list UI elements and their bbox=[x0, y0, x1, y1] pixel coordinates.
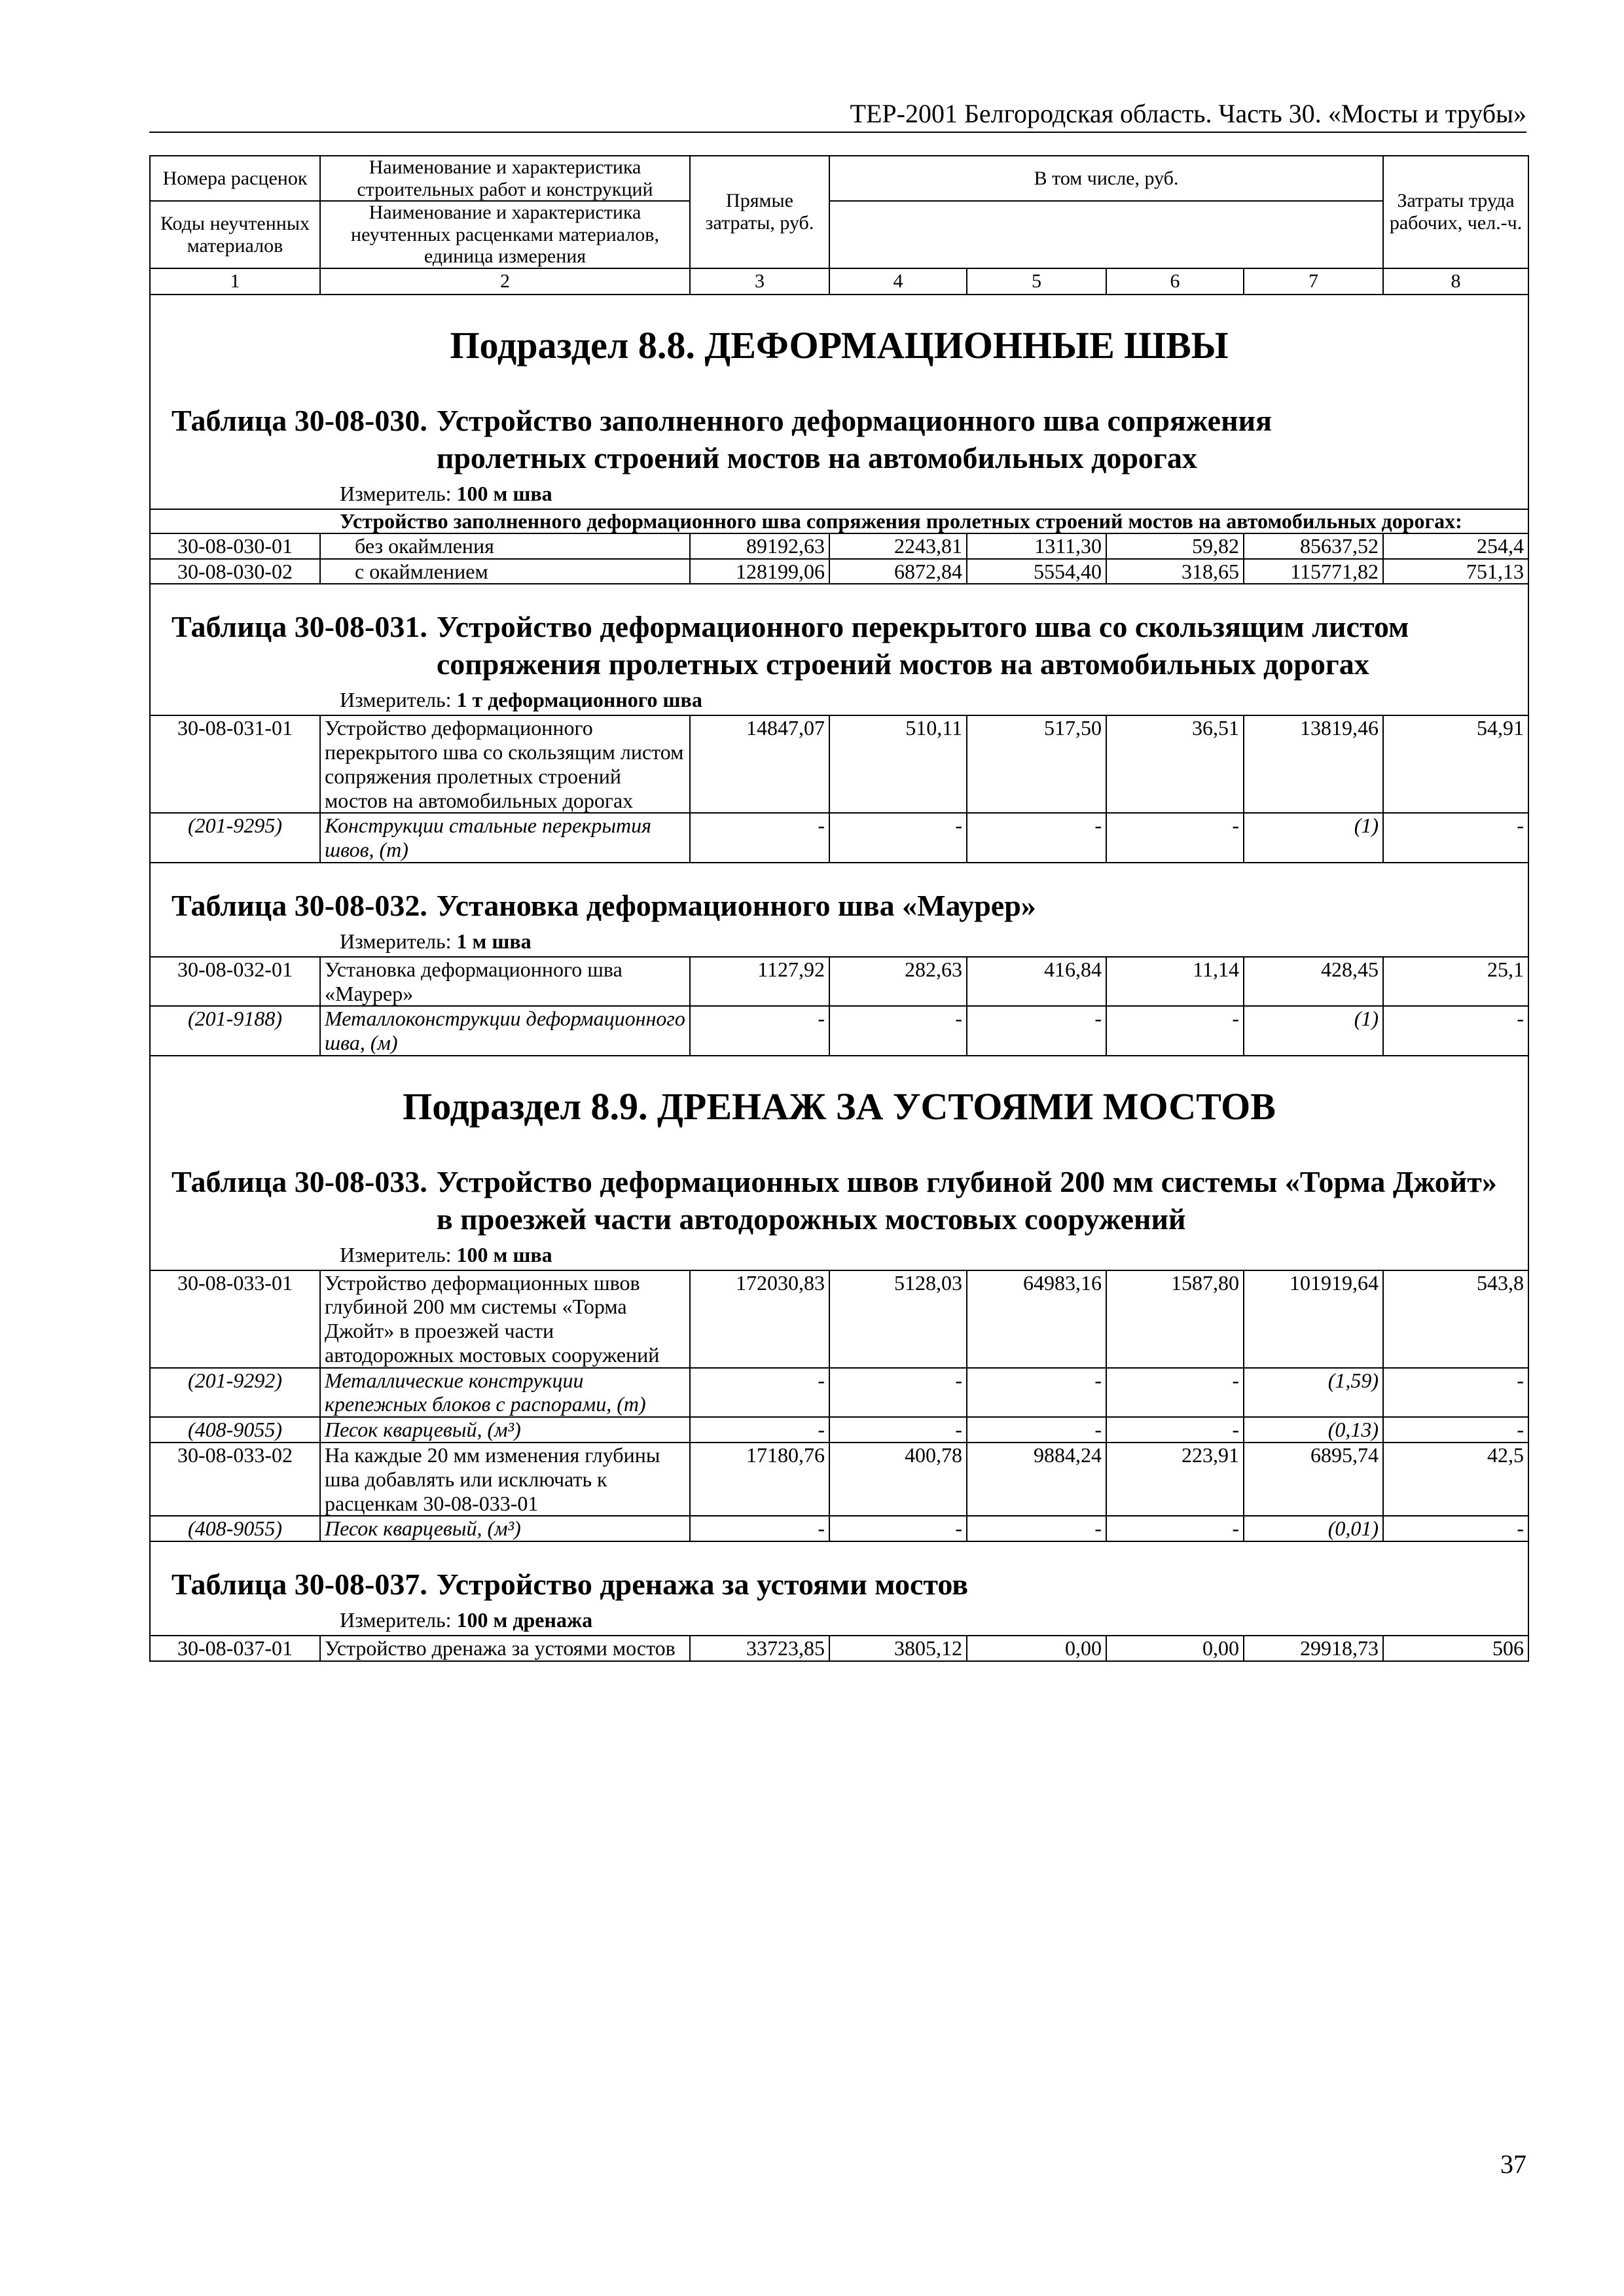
measure-unit bbox=[154, 683, 1524, 715]
group-title: Устройство заполненного деформационного шва сопряжения пролетных строений мостов на автомобильных дорогах: bbox=[320, 509, 1528, 533]
cell: 128199,06 bbox=[690, 559, 829, 584]
cell: - bbox=[1383, 1368, 1528, 1418]
cell: - bbox=[1106, 1368, 1244, 1418]
cell: - bbox=[967, 813, 1106, 863]
cell: (1) bbox=[1244, 1006, 1383, 1056]
section-title: Подраздел 8.8. ДЕФОРМАЦИОННЫЕ ШВЫ bbox=[450, 323, 1229, 367]
cell: - bbox=[1383, 1006, 1528, 1056]
cell: - bbox=[967, 1417, 1106, 1443]
col-head-incl: В том числе, руб. bbox=[829, 156, 1383, 201]
rate-code: 30-08-037-01 bbox=[150, 1636, 320, 1661]
table-caption: Устройство деформационного перекрытого шва со скользящим листом сопряжения пролетных строений мостов на автомобильных дорогах bbox=[436, 610, 1409, 681]
cell: 3805,12 bbox=[829, 1636, 967, 1661]
cell: - bbox=[690, 1368, 829, 1418]
material-name: Песок кварцевый, (м³) bbox=[320, 1417, 690, 1443]
cell: 115771,82 bbox=[1244, 559, 1383, 584]
running-header: ТЕР-2001 Белгородская область. Часть 30. «Мосты и трубы» bbox=[850, 99, 1526, 128]
table-row bbox=[150, 1636, 1528, 1661]
rate-name: Устройство деформационных швов глубиной 200 мм системы «Торма Джойт» в проезжей части автодорожных мостовых сооружений bbox=[320, 1270, 690, 1368]
table-row bbox=[150, 533, 1528, 559]
header-rule bbox=[149, 132, 1526, 133]
rate-name: Установка деформационного шва «Маурер» bbox=[320, 957, 690, 1007]
table-label: Таблица 30-08-030. bbox=[171, 403, 427, 437]
measure-value: 100 м дренажа bbox=[456, 1608, 593, 1632]
header-row bbox=[150, 156, 1528, 201]
col-head-3: Прямые затраты, руб. bbox=[690, 156, 829, 268]
cell: 416,84 bbox=[967, 957, 1106, 1007]
cell: 36,51 bbox=[1106, 715, 1244, 813]
cell: 89192,63 bbox=[690, 533, 829, 559]
cell: 1587,80 bbox=[1106, 1270, 1244, 1368]
table-title bbox=[154, 394, 1524, 476]
cell: - bbox=[1106, 1006, 1244, 1056]
cell: 25,1 bbox=[1383, 957, 1528, 1007]
table-row bbox=[150, 957, 1528, 1007]
measure-value: 100 м шва bbox=[456, 481, 552, 505]
material-code: (201-9295) bbox=[150, 813, 320, 863]
cell: 5554,40 bbox=[967, 559, 1106, 584]
material-row bbox=[150, 1368, 1528, 1418]
column-number-row bbox=[150, 268, 1528, 295]
cell: 101919,64 bbox=[1244, 1270, 1383, 1368]
cell: 14847,07 bbox=[690, 715, 829, 813]
table-label: Таблица 30-08-031. bbox=[171, 610, 427, 644]
cell: (0,13) bbox=[1244, 1417, 1383, 1443]
cell: 2243,81 bbox=[829, 533, 967, 559]
rate-name: с окаймлением bbox=[320, 559, 690, 584]
table-label: Таблица 30-08-037. bbox=[171, 1568, 427, 1602]
cell: - bbox=[1106, 1516, 1244, 1541]
rate-code: 30-08-033-02 bbox=[150, 1443, 320, 1516]
cell: 85637,52 bbox=[1244, 533, 1383, 559]
cell: - bbox=[829, 1368, 967, 1418]
cell: 517,50 bbox=[967, 715, 1106, 813]
cell: 13819,46 bbox=[1244, 715, 1383, 813]
cell: 254,4 bbox=[1383, 533, 1528, 559]
material-row bbox=[150, 813, 1528, 863]
measure-unit bbox=[154, 1603, 1524, 1635]
material-code: (201-9188) bbox=[150, 1006, 320, 1056]
rate-code: 30-08-030-02 bbox=[150, 559, 320, 584]
cell: 1127,92 bbox=[690, 957, 829, 1007]
col-num: 7 bbox=[1244, 268, 1383, 295]
cell: - bbox=[1383, 1516, 1528, 1541]
cell: 11,14 bbox=[1106, 957, 1244, 1007]
cell: (1) bbox=[1244, 813, 1383, 863]
rate-code: 30-08-033-01 bbox=[150, 1270, 320, 1368]
rate-name: Устройство дренажа за устоями мостов bbox=[320, 1636, 690, 1661]
cell: - bbox=[1383, 813, 1528, 863]
table-caption: Устройство заполненного деформационного шва сопряжения пролетных строений мостов на автомобильных дорогах bbox=[436, 403, 1272, 475]
cell: 9884,24 bbox=[967, 1443, 1106, 1516]
cell: 42,5 bbox=[1383, 1443, 1528, 1516]
cell: 29918,73 bbox=[1244, 1636, 1383, 1661]
material-row bbox=[150, 1417, 1528, 1443]
measure-unit bbox=[154, 924, 1524, 956]
cell: 54,91 bbox=[1383, 715, 1528, 813]
col-head-1-top: Номера расценок bbox=[150, 156, 320, 201]
cell: 543,8 bbox=[1383, 1270, 1528, 1368]
cell: 6872,84 bbox=[829, 559, 967, 584]
cell: 59,82 bbox=[1106, 533, 1244, 559]
table-title bbox=[154, 600, 1524, 683]
cell: 0,00 bbox=[967, 1636, 1106, 1661]
cell: - bbox=[829, 1006, 967, 1056]
cell: 17180,76 bbox=[690, 1443, 829, 1516]
cell: - bbox=[829, 1417, 967, 1443]
cell: - bbox=[967, 1006, 1106, 1056]
rate-code: 30-08-032-01 bbox=[150, 957, 320, 1007]
rate-name: На каждые 20 мм изменения глубины шва добавлять или исключать к расценкам 30-08-033-01 bbox=[320, 1443, 690, 1516]
table-caption: Установка деформационного шва «Маурер» bbox=[436, 888, 1036, 922]
col-head-8: Затраты труда рабочих, чел.-ч. bbox=[1383, 156, 1528, 268]
table-row bbox=[150, 715, 1528, 813]
group-header-row bbox=[150, 509, 1528, 533]
material-row bbox=[150, 1516, 1528, 1541]
col-num: 2 bbox=[320, 268, 690, 295]
rate-name: без окаймления bbox=[320, 533, 690, 559]
table-caption: Устройство деформационных швов глубиной 200 мм системы «Торма Джойт» в проезжей части автодорожных мостовых сооружений bbox=[436, 1164, 1497, 1236]
cell: 428,45 bbox=[1244, 957, 1383, 1007]
cell: - bbox=[967, 1368, 1106, 1418]
cell: 751,13 bbox=[1383, 559, 1528, 584]
cell: 64983,16 bbox=[967, 1270, 1106, 1368]
rate-code: 30-08-031-01 bbox=[150, 715, 320, 813]
col-num: 4 bbox=[829, 268, 967, 295]
measure-label: Измеритель: bbox=[340, 481, 452, 505]
col-head-2-top: Наименование и характеристика строительных работ и конструкций bbox=[320, 156, 690, 201]
cell: 318,65 bbox=[1106, 559, 1244, 584]
measure-label: Измеритель: bbox=[340, 929, 452, 953]
table-title bbox=[154, 879, 1524, 924]
cell: - bbox=[690, 813, 829, 863]
cell: 400,78 bbox=[829, 1443, 967, 1516]
cell: 282,63 bbox=[829, 957, 967, 1007]
cell: 6895,74 bbox=[1244, 1443, 1383, 1516]
measure-unit bbox=[154, 1238, 1524, 1270]
cell: 506 bbox=[1383, 1636, 1528, 1661]
cell: - bbox=[690, 1006, 829, 1056]
cell: - bbox=[1106, 1417, 1244, 1443]
rate-code: 30-08-030-01 bbox=[150, 533, 320, 559]
cell: (0,01) bbox=[1244, 1516, 1383, 1541]
col-num: 1 bbox=[150, 268, 320, 295]
table-caption: Устройство дренажа за устоями мостов bbox=[436, 1568, 969, 1602]
material-code: (408-9055) bbox=[150, 1417, 320, 1443]
cell: 33723,85 bbox=[690, 1636, 829, 1661]
col-head-2-bottom: Наименование и характеристика неучтенных расценками материалов, единица измерения bbox=[320, 201, 690, 268]
col-num: 3 bbox=[690, 268, 829, 295]
cell: 0,00 bbox=[1106, 1636, 1244, 1661]
table-label: Таблица 30-08-033. bbox=[171, 1164, 427, 1198]
measure-value: 100 м шва bbox=[456, 1242, 552, 1266]
col-head-1-bottom: Коды неучтенных материалов bbox=[150, 201, 320, 268]
table-row bbox=[150, 1270, 1528, 1368]
cell: 223,91 bbox=[1106, 1443, 1244, 1516]
rates-table bbox=[149, 155, 1529, 1662]
table-title bbox=[154, 1558, 1524, 1603]
table-row bbox=[150, 559, 1528, 584]
material-name: Песок кварцевый, (м³) bbox=[320, 1516, 690, 1541]
table-row bbox=[150, 1443, 1528, 1516]
cell: - bbox=[1106, 813, 1244, 863]
cell: 1311,30 bbox=[967, 533, 1106, 559]
col-num: 6 bbox=[1106, 268, 1244, 295]
material-row bbox=[150, 1006, 1528, 1056]
page-number: 37 bbox=[1500, 2149, 1526, 2179]
table-label: Таблица 30-08-032. bbox=[171, 888, 427, 922]
col-num: 5 bbox=[967, 268, 1106, 295]
material-name: Конструкции стальные перекрытия швов, (т) bbox=[320, 813, 690, 863]
cell: (1,59) bbox=[1244, 1368, 1383, 1418]
cell: 172030,83 bbox=[690, 1270, 829, 1368]
material-code: (201-9292) bbox=[150, 1368, 320, 1418]
measure-label: Измеритель: bbox=[340, 688, 452, 712]
material-name: Металлоконструкции деформационного шва, (м) bbox=[320, 1006, 690, 1056]
col-num: 8 bbox=[1383, 268, 1528, 295]
measure-unit bbox=[154, 476, 1524, 509]
cell: 5128,03 bbox=[829, 1270, 967, 1368]
material-code: (408-9055) bbox=[150, 1516, 320, 1541]
cell: - bbox=[829, 813, 967, 863]
rate-name: Устройство деформационного перекрытого шва со скользящим листом сопряжения пролетных строений мостов на автомобильных дорогах bbox=[320, 715, 690, 813]
measure-value: 1 т деформационного шва bbox=[456, 688, 702, 712]
cell: - bbox=[1383, 1417, 1528, 1443]
cell: 510,11 bbox=[829, 715, 967, 813]
section-title: Подраздел 8.9. ДРЕНАЖ ЗА УСТОЯМИ МОСТОВ bbox=[403, 1085, 1276, 1128]
cell: - bbox=[829, 1516, 967, 1541]
table-title bbox=[154, 1155, 1524, 1238]
cell: - bbox=[967, 1516, 1106, 1541]
cell: - bbox=[690, 1417, 829, 1443]
measure-value: 1 м шва bbox=[456, 929, 532, 953]
material-name: Металлические конструкции крепежных блоков с распорами, (т) bbox=[320, 1368, 690, 1418]
measure-label: Измеритель: bbox=[340, 1242, 452, 1266]
measure-label: Измеритель: bbox=[340, 1608, 452, 1632]
cell: - bbox=[690, 1516, 829, 1541]
